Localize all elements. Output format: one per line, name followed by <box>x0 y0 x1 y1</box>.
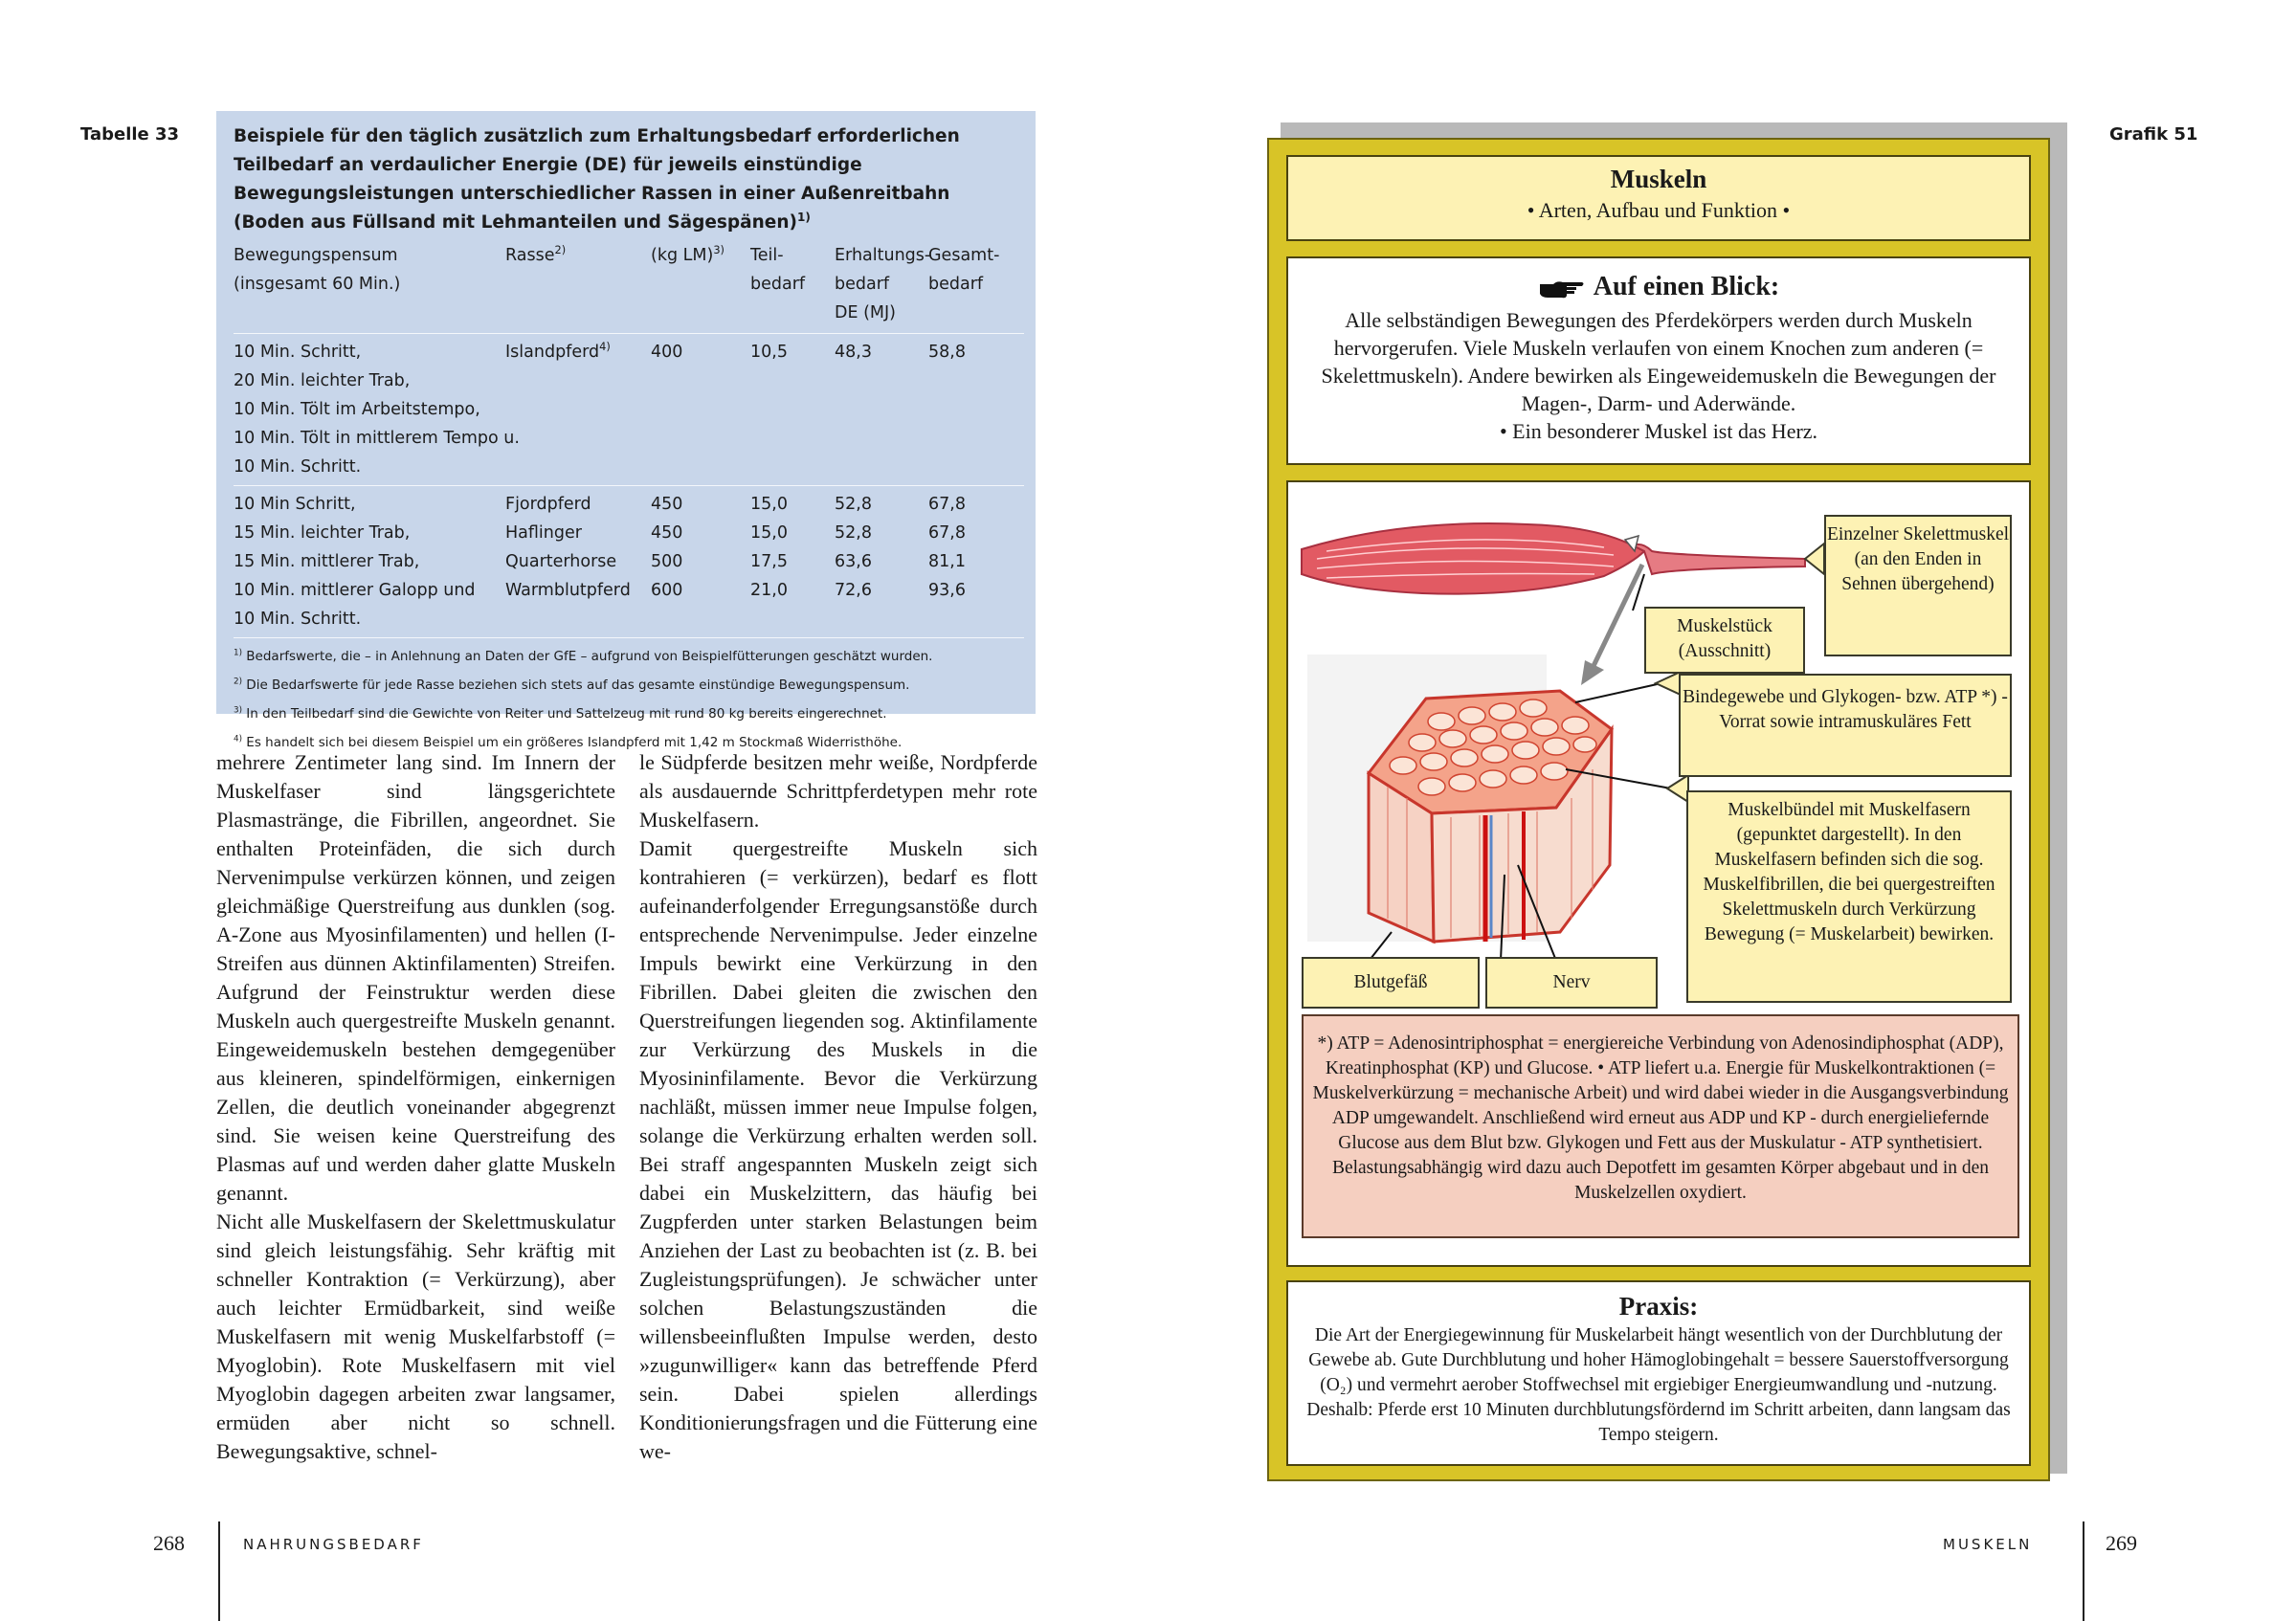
skeletal-muscle-illustration <box>1302 523 1805 594</box>
table-cell: 17,5 <box>750 552 788 571</box>
table-cell: 600 <box>651 581 683 600</box>
auf-einen-blick-panel <box>1286 256 2031 465</box>
table-cell: 10,5 <box>750 343 788 362</box>
running-head-right: MUSKELN <box>1943 1536 2033 1553</box>
title-panel <box>1286 155 2031 241</box>
table-cell: 400 <box>651 343 683 362</box>
page-number-left: 268 <box>153 1531 185 1555</box>
running-head-left: NAHRUNGSBEDARF <box>243 1536 424 1553</box>
footnote: $^{3)}$ In den Teilbedarf sind die Gewichte von Reiter und Sattelzeug mit rund 80 kg bereits eingerechnet. <box>234 705 887 722</box>
label-nerv: Nerv <box>1485 957 1658 1009</box>
table-cell: 10 Min. Tölt in mittlerem Tempo u. <box>234 429 520 448</box>
label-muskelbuendel: Muskelbündel mit Muskelfasern (gepunktet dargestellt). In den Muskelfasern befinden sich die sog. Muskelfibrillen, die bei quergestreiften Skelettmuskeln durch Verkürzung Bewegung (= Muskelarbeit) bewirken. <box>1686 790 2012 1003</box>
blick-heading: Auf einen Blick: <box>1305 272 2012 302</box>
header-cell: bedarf <box>835 275 890 294</box>
table-cell: Fjordpferd <box>505 495 591 514</box>
muscle-section-illustration <box>1307 655 1612 942</box>
blick-bullet: • Ein besonderer Muskel ist das Herz. <box>1499 419 1818 443</box>
table-cell: 67,8 <box>928 523 966 543</box>
atp-info-box: *) ATP = Adenosintriphosphat = energiereiche Verbindung von Adenosindiphosphat (ADP), Kreatinphosphat (KP) und Glucose. • ATP liefert u.a. Energie für Muskelkontraktionen (= Muskelverkürzung = mechanische Arbeit) und wird dabei wieder in die Ausgangsverbindung ADP umgewandelt. Anschließend wird erneut aus ADP und KP - durch energieliefernde Glucose aus dem Blut bzw. Glykogen und Fett aus der Muskulatur - ATP synthetisiert. Belastungsabhängig wird dazu auch Depotfett im gesamten Körper abgebaut und in den Muskelzellen oxydiert. <box>1302 1014 2019 1238</box>
table-cell: 48,3 <box>835 343 872 362</box>
table-cell: 10 Min. Schritt. <box>234 610 362 629</box>
table-cell: 67,8 <box>928 495 966 514</box>
header-kglm: (kg LM)$^{3)}$ <box>651 243 724 265</box>
praxis-panel <box>1286 1280 2031 1466</box>
table-cell: 93,6 <box>928 581 966 600</box>
table-cell: 10 Min. Schritt, <box>234 343 362 362</box>
label-bindegewebe: Bindegewebe und Glykogen- bzw. ATP *) -Vorrat sowie intramuskuläres Fett <box>1679 674 2012 777</box>
page-number-right: 269 <box>2106 1531 2137 1555</box>
table-cell: 21,0 <box>750 581 788 600</box>
table-cell: 52,8 <box>835 495 872 514</box>
table-cell: 81,1 <box>928 552 966 571</box>
footnote: $^{1)}$ Bedarfswerte, die – in Anlehnung an Daten der GfE – aufgrund von Beispielfütterungen geschätzt wurden. <box>234 648 933 664</box>
paragraph: le Südpferde besitzen mehr weiße, Nordpferde als ausdauernde Schrittpferdetypen mehr rote Muskelfasern. <box>639 750 1037 832</box>
pointing-hand-icon <box>1538 278 1586 300</box>
table-cell: 10 Min. Schritt. <box>234 457 362 477</box>
header-cell: (insgesamt 60 Min.) <box>234 275 401 294</box>
table-cell: Warmblutpferd <box>505 581 631 600</box>
paragraph: Damit quergestreifte Muskeln sich kontrahieren (= verkürzen), bedarf es flott aufeinanderfolgender Erregungsanstöße durch entsprechende Nervenimpulse. Jeder einzelne Impuls bewirkt eine Verkürzung in den Fibrillen. Dabei gleiten die zwischen den Querstreifungen liegenden sog. Aktinfilamente zur Verkürzung des Muskels in die Myosininfilamente. Bevor die Verkürzung nachläßt, müssen immer neue Impulse folgen, solange die Verkürzung erhalten werden soll. Bei straff angespannten Muskeln zeigt sich dabei ein Muskelzittern, das häufig bei Zugpferden unter starken Belastungen beim Anziehen der Last zu beobachten ist (z. B. bei Zugleistungsprüfungen). Je schwächer unter solchen Belastungszuständen die willensbeeinflußten Impulse werden, desto »zugunwilliger« kann das betreffende Pferd sein. Dabei spielen allerdings Konditionierungsfragen und die Fütterung eine we- <box>639 836 1037 1463</box>
data-table <box>216 111 1036 750</box>
table-cell: 450 <box>651 523 683 543</box>
paragraph: mehrere Zentimeter lang sind. Im Innern der Muskelfaser sind längsgerichtete Plasmastränge, die Fibrillen, angeordnet. Sie enthalten Proteinfäden, die sich durch Nervenimpulse verkürzen können, und zeigen gleichmäßige Querstreifung aus dunklen (sog. A-Zone aus Myosinfilamenten) und hellen (I-Streifen aus dünnen Aktinfilamenten) Streifen. Aufgrund der Feinstruktur werden diese Muskeln auch quergestreifte Muskeln genannt. Eingeweidemuskeln bestehen demgegenüber aus kleineren, spindelförmigen, einkernigen Zellen, die deutlich voneinander abgegrenzt sind. Sie weisen keine Querstreifung des Plasmas auf und werden daher glatte Muskeln genannt. <box>216 750 615 1205</box>
diagram-panel <box>1286 480 2031 1267</box>
table-footnotes <box>234 642 1016 757</box>
grafik-label: Grafik 51 <box>2109 124 2198 144</box>
table-title: Beispiele für den täglich zusätzlich zum Erhaltungsbedarf erforderlichen Teilbedarf an verdaulicher Energie (DE) für jeweils einstündige Bewegungsleistungen unterschiedlicher Rassen in einer Außenreitbahn (Boden aus Füllsand mit Lehmanteilen und Sägespänen)$^{1)}$ <box>234 126 960 233</box>
arrow-icon <box>1581 565 1642 685</box>
header-erhaltungsbedarf: Erhaltungs- <box>835 246 931 265</box>
graphic-subtitle: • Arten, Aufbau und Funktion • <box>1527 198 1791 222</box>
table-divider <box>234 637 1024 638</box>
header-gesamtbedarf: Gesamt- <box>928 246 1000 265</box>
page-rule-left <box>218 1521 220 1621</box>
table-cell: 20 Min. leichter Trab, <box>234 371 411 390</box>
header-cell: bedarf <box>928 275 984 294</box>
header-cell: bedarf <box>750 275 806 294</box>
paragraph: Nicht alle Muskelfasern der Skelettmuskulatur sind gleich leistungsfähig. Sehr kräftig mit schneller Kontraktion (= Verkürzung), aber auch leichter Ermüdbarkeit, sind weiße Muskelfasern mit wenig Muskelfarbstoff (= Myoglobin). Rote Muskelfasern mit viel Myoglobin dagegen arbeiten zwar langsamer, ermüden aber nicht so schnell. Bewegungsaktive, schnel- <box>216 1210 615 1463</box>
table-cell: 15 Min. leichter Trab, <box>234 523 411 543</box>
label-muskelstueck: Muskelstück (Ausschnitt) <box>1644 607 1805 674</box>
label-einzelner-skelettmuskel: Einzelner Skelettmuskel (an den Enden in Sehnen übergehend) <box>1824 515 2012 656</box>
table-cell: 500 <box>651 552 683 571</box>
table-cell: 15 Min. mittlerer Trab, <box>234 552 420 571</box>
praxis-heading: Praxis: <box>1618 1292 1699 1321</box>
graphic-title: Muskeln <box>1610 165 1707 193</box>
muskeln-graphic <box>1267 138 2050 1481</box>
table-cell: 15,0 <box>750 495 788 514</box>
table-cell: 10 Min. Tölt im Arbeitstempo, <box>234 400 480 419</box>
footnote: $^{4)}$ Es handelt sich bei diesem Beispiel um ein größeres Islandpferd mit 1,42 m Stockmaß Widerristhöhe. <box>234 734 903 750</box>
table-cell: Quarterhorse <box>505 552 617 571</box>
table-row-group-1 <box>234 338 1016 481</box>
header-teilbedarf: Teil- <box>750 246 784 265</box>
table-cell: 52,8 <box>835 523 872 543</box>
page-rule-right <box>2083 1521 2084 1621</box>
praxis-body: Die Art der Energiegewinnung für Muskelarbeit hängt wesentlich von der Durchblutung der Gewebe ab. Gute Durchblutung und hoher Hämoglobingehalt = bessere Sauerstoffversorgung (O₂) und vermehrt aerober Stoffwechsel mit ergiebiger Energieumwandlung und -nutzung. Deshalb: Pferde erst 10 Minuten durchblutungsfördernd im Schritt arbeiten, dann langsam das Tempo steigern. <box>1306 1325 2011 1445</box>
table-cell: 10 Min Schritt, <box>234 495 356 514</box>
table-row-group-2 <box>234 490 1016 633</box>
table-cell: 15,0 <box>750 523 788 543</box>
table-cell: 10 Min. mittlerer Galopp und <box>234 581 476 600</box>
blick-body: Alle selbständigen Bewegungen des Pferdekörpers werden durch Muskeln hervorgerufen. Viele Muskeln verlaufen von einem Knochen zum anderen (= Skelettmuskeln). Andere bewirken als Eingeweidemuskeln die Bewegungen der Magen-, Darm- und Aderwände. <box>1321 308 1996 415</box>
table-divider <box>234 485 1024 486</box>
table-cell: 450 <box>651 495 683 514</box>
header-rasse: Rasse$^{2)}$ <box>505 243 567 265</box>
table-cell: Haflinger <box>505 523 582 543</box>
header-bewegungspensum: Bewegungspensum <box>234 246 398 265</box>
body-column-1 <box>216 748 615 1466</box>
header-cell: DE (MJ) <box>835 303 897 322</box>
table-label: Tabelle 33 <box>80 124 180 144</box>
label-blutgefaess: Blutgefäß <box>1302 957 1480 1009</box>
table-cell: Islandpferd$^{4)}$ <box>505 340 611 362</box>
body-column-2 <box>639 748 1037 1466</box>
table-cell: 63,6 <box>835 552 872 571</box>
table-cell: 58,8 <box>928 343 966 362</box>
table-cell: 72,6 <box>835 581 872 600</box>
footnote: $^{2)}$ Die Bedarfswerte für jede Rasse beziehen sich stets auf das gesamte einstündige Bewegungspensum. <box>234 677 910 693</box>
